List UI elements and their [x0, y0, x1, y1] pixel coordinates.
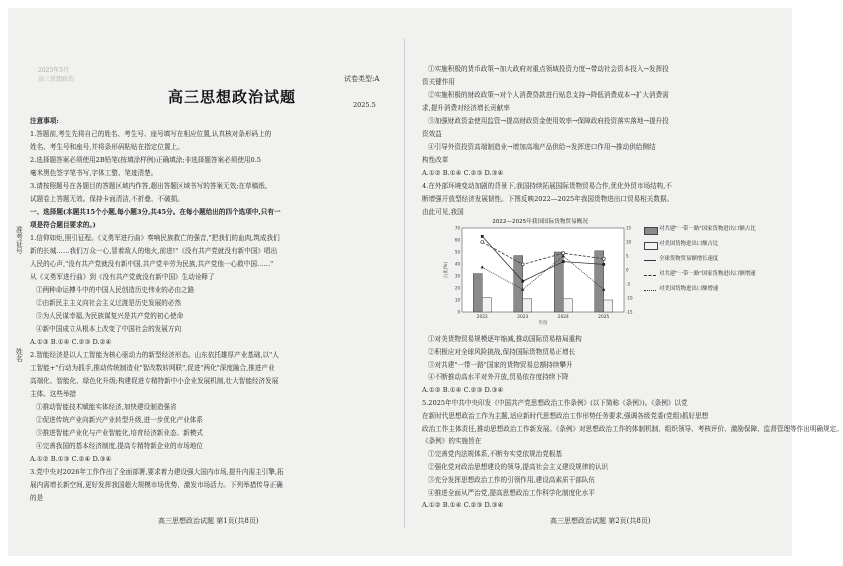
bar-mark	[473, 274, 482, 312]
bar-mark	[482, 298, 491, 312]
text-line: ②由新民主主义向社会主义过渡是历史发展的必然	[36, 299, 182, 307]
legend-swatch	[644, 275, 656, 276]
x-tick-label: 2024	[557, 315, 569, 320]
text-line: 2.智能经济是以人工智能为核心驱动力的新型经济形态。山东依托雄厚产业基础,以"人	[30, 351, 279, 359]
text-line: ③加强财政资金使用监管→提高财政资金使用效率→保障政府投资落实落地→提升投	[428, 117, 669, 125]
text-line: 试题卷上答题无效。保持卡面清洁,不折叠、不破损。	[30, 195, 184, 203]
corner-line-2: 高三思想政治	[38, 76, 75, 83]
text-line: 1.答题前,考生先将自己的姓名、考生号、座号填写在相应位置,认真核对条形码上的	[30, 130, 272, 138]
y2-tick-label: -15	[626, 309, 633, 315]
text-line: 构性改革	[422, 156, 449, 164]
legend-swatch	[644, 290, 656, 291]
line-point	[521, 280, 524, 283]
y-tick-label: 50	[454, 249, 460, 255]
x-tick-label: 2022	[476, 315, 488, 320]
line-point	[521, 263, 524, 266]
bar-mark	[604, 300, 613, 312]
faded-corner-text	[38, 66, 74, 84]
right-footer: 高三思想政治试题 第2页(共8页)	[550, 517, 651, 525]
text-line: ②强化党对政治思想建设的领导,提高社会主义建设规律的认识	[428, 463, 609, 471]
text-line: A.①② B.①④ C.②③ D.③④	[422, 386, 504, 395]
text-line: 高端化、智能化、绿色化升级;构建促进专精特新中小企业发展机制,壮大智能经济发展	[30, 377, 279, 385]
x-tick-label: 2023	[517, 315, 529, 320]
text-line: 从《义勇军进行曲》到《没有共产党就没有新中国》生动诠释了	[30, 273, 215, 281]
text-line: 政治工作主体责任,推动思想政治工作新发展。《条例》对思想政治工作的体制机制、组织领导、考核评价、激励保障、监督管理等作出明确规定。	[422, 424, 843, 433]
legend-label: 对美国货物进出口额占比	[659, 241, 719, 247]
text-line: 断增强开放型经济发展韧性。下图反映2022—2025年我国货物进出口贸易相关数据。	[422, 195, 674, 203]
text-line: ①两种命运搏斗中的中国人民创造历史伟业的必由之路	[36, 286, 195, 294]
y-tick-label: 0	[457, 309, 460, 315]
text-line: 工智能+"行动为抓手,推动传统制造业"智改数转网联",促进"两化"深度融合,推进产业	[30, 364, 275, 372]
x-axis-label: 年份	[538, 321, 548, 326]
text-line: A.①② B.①④ C.②③ D.③④	[422, 501, 504, 510]
text-line: ④完善我国的基本经济制度,提高专精特新企业的市场地位	[36, 442, 203, 450]
y2-tick-label: -10	[626, 295, 633, 301]
text-line: ④引导外资投资高端制造业→增加高端产品供给→发挥进口作用→推动供给侧结	[428, 143, 656, 151]
trade-chart	[440, 216, 640, 326]
legend-label: 对共建"一带一路"国家货物进出口额增速	[659, 271, 756, 277]
legend-label: 对美国货物进出口额增速	[659, 286, 719, 292]
page-title: 高三思想政治试题	[168, 88, 297, 106]
y-axis-label: 占比(%)	[444, 261, 449, 279]
text-line: 由此可见,我国	[422, 208, 464, 216]
text-line: ④不断推动高水平对外开放,贸易依存度持续下降	[428, 373, 569, 382]
exam-sheet	[8, 8, 843, 556]
legend-label: 对共建"一带一路"国家货物进出口额占比	[659, 226, 756, 232]
text-line: ③为人民谋幸福,为民族谋复兴是共产党的初心使命	[36, 312, 184, 320]
corner-line-1: 2025年5月	[38, 67, 70, 74]
y-tick-label: 60	[454, 237, 460, 243]
text-line: 毫米黑色签字笔书写,字体工整、笔迹清楚。	[30, 169, 158, 177]
text-line: ①实施积极的货币政策→加大政府对重点领域投资力度→带动社会资本投入→发挥投	[428, 65, 669, 73]
left-page	[8, 8, 400, 556]
y-tick-label: 40	[454, 261, 460, 267]
text-line: ④新中国成立从根本上改变了中国社会的发展方向	[36, 325, 182, 333]
text-line: 主体。这些举措	[30, 390, 77, 398]
text-line: ①推动智能技术赋能实体经济,加快建设制造强省	[36, 403, 177, 411]
text-line: 项是符合题目要求的。)	[30, 221, 96, 229]
text-line: ③充分发挥思想政治工作的引领作用,建设高素质干部队伍	[428, 475, 595, 484]
y-tick-label: 10	[454, 297, 460, 303]
text-line: ③对共建"一带一路"国家的货物贸易总额持续攀升	[428, 360, 573, 369]
y2-tick-label: 0	[626, 267, 629, 273]
text-line: A.①② B.①③ C.②④ D.③④	[30, 455, 112, 463]
text-line: 4.在外部环境变动加剧的背景下,我国持续拓展国际货物贸易合作,优化外贸市场结构,不	[422, 182, 672, 190]
text-line: 3.党中央对2026年工作作出了全面部署,要求着力建设强大国内市场,提升内需主引擎,拓	[30, 468, 284, 476]
left-footer: 高三思想政治试题 第1页(共8页)	[158, 517, 259, 525]
text-line: 求,提升消费对经济增长贡献率	[422, 104, 510, 112]
text-line: 1.信仰如炬,照引征程。《义勇军进行曲》奏响民族救亡的强音,"把我们的血肉,筑成我们	[30, 234, 280, 242]
line-point	[562, 260, 565, 263]
y2-tick-label: 5	[626, 253, 629, 259]
bar-mark	[523, 299, 532, 312]
text-line: 《条例》的实施旨在	[422, 437, 482, 446]
y-tick-label: 70	[454, 225, 460, 231]
legend-swatch	[644, 242, 658, 250]
line-point	[602, 263, 605, 266]
text-line: 展内需增长新空间,更好发挥我国超大规模市场优势、激发市场活力。下列举措传导正确	[30, 481, 283, 489]
text-line: A.①② B.①④ C.②③ D.③④	[422, 169, 504, 177]
chart-title: 2022—2025年我国国际货物贸易概况	[492, 219, 588, 225]
side-label-exam-id: 准考证号	[15, 226, 24, 254]
text-line: ④推进全面从严治党,提高思想政治工作科学化制度化水平	[428, 488, 595, 497]
text-line: 5.2025年中共中央印发《中国共产党思想政治工作条例》(以下简称《条例》)。《条例》以党	[422, 399, 688, 407]
exam-date: 2025.5	[353, 101, 376, 109]
paper-type: 试卷类型:A	[344, 75, 380, 83]
text-line: 新的长城……我们万众一心,冒着敌人的炮火,前进!"《没有共产党就没有新中国》唱出	[30, 247, 278, 255]
bar-mark	[563, 299, 572, 312]
text-line: 资关键作用	[422, 78, 455, 86]
line-point	[481, 241, 484, 244]
text-line: ②积极应对全球风险挑战,保持国际货物贸易正增长	[428, 347, 576, 356]
x-tick-label: 2025	[598, 315, 610, 320]
text-line: A.①③ B.①④ C.②③ D.②④	[30, 338, 112, 346]
text-line: 姓名、考生号和座号,并将条形码粘贴在指定位置上。	[30, 143, 184, 151]
text-line: ③推进智能产业化与产业智能化,培育经济新业态、新模式	[36, 429, 203, 437]
text-line: 3.请按照题号在各题目的答题区域内作答,超出答题区域书写的答案无效;在草稿纸、	[30, 182, 272, 190]
legend-label: 全球货物贸易额增长速度	[659, 256, 719, 262]
text-line: 人民的心声,"没有共产党就没有新中国,共产党辛劳为民族,共产党他一心救中国……"	[30, 260, 274, 268]
legend-swatch	[644, 227, 658, 235]
text-line: 一、选择题(本题共15个小题,每小题3分,共45分。在每小题给出的四个选项中,只有一	[30, 208, 281, 216]
y2-tick-label: 15	[626, 225, 632, 231]
text-line: 资效益	[422, 130, 442, 138]
legend-swatch	[644, 260, 656, 261]
y2-tick-label: -5	[626, 281, 630, 287]
text-line: ①对美货物贸易规模逐年缩减,推动国际贸易格局重构	[428, 335, 582, 343]
y2-tick-label: 10	[626, 239, 632, 245]
text-line: 的是	[30, 494, 44, 502]
y-tick-label: 30	[454, 273, 460, 279]
text-line: ②实施积极的财政政策→对个人消费贷款进行贴息支持→降低消费成本→扩大消费需	[428, 91, 669, 99]
text-line: 2.选择题答案必须使用2B铅笔(按填涂样例)正确填涂;非选择题答案必须使用0.5	[30, 156, 261, 164]
side-label-name: 姓名	[15, 348, 24, 362]
text-line: 在新时代思想政治工作为主题,适应新时代思想政治工作形势任务要求,强调各级党委(党组)抓好思想	[422, 411, 709, 420]
line-point	[602, 257, 605, 260]
text-line: ②促进传统产业向新兴产业转型升级,进一步优化产业体系	[36, 416, 203, 424]
line-point	[481, 235, 484, 238]
text-line: ①完善党内法规体系,不断夯实党依规治党根基	[428, 450, 562, 459]
text-line: 注意事项:	[30, 117, 59, 125]
y-tick-label: 20	[454, 285, 460, 291]
